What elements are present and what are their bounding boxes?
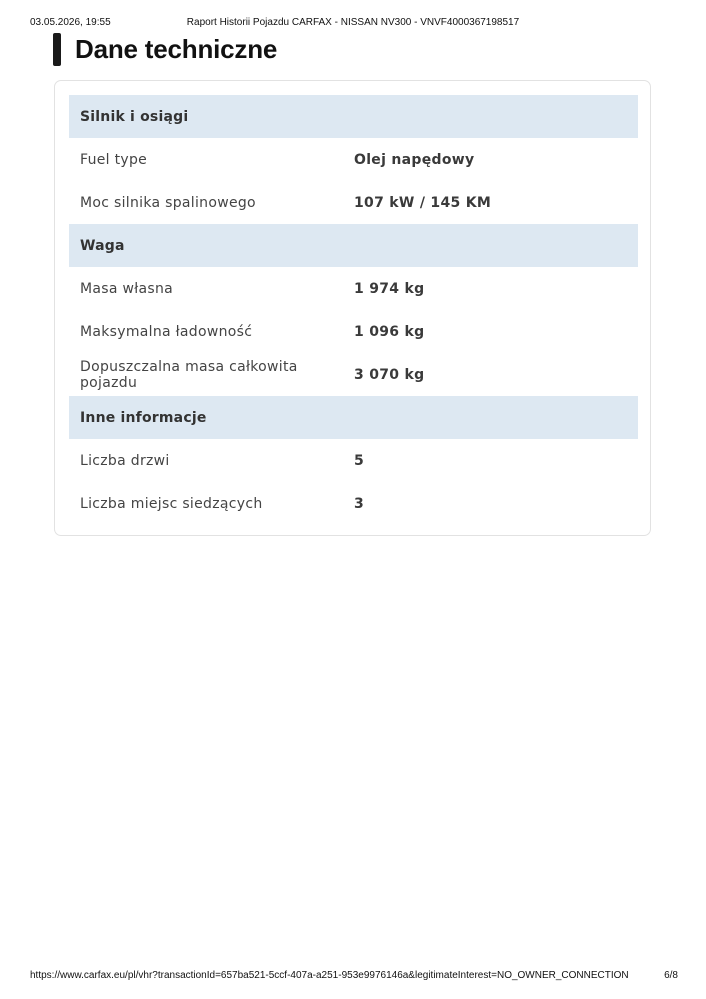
print-header	[0, 17, 706, 31]
row-value: 1 974 kg	[354, 280, 425, 297]
row-label: Moc silnika spalinowego	[80, 194, 256, 211]
page-number: 6/8	[664, 970, 678, 981]
print-document-title: Raport Historii Pojazdu CARFAX - NISSAN NV300 - VNVF4000367198517	[186, 17, 520, 28]
row-value: Olej napędowy	[354, 151, 475, 168]
table-row	[69, 267, 638, 310]
heading-accent-bar	[53, 33, 61, 66]
technical-data-card	[54, 80, 651, 536]
table-row	[69, 181, 638, 224]
technical-data-table	[69, 95, 638, 525]
row-value: 107 kW / 145 KM	[354, 194, 492, 211]
table-row	[69, 482, 638, 525]
group-header-weight: Waga	[69, 224, 638, 267]
print-footer	[0, 970, 706, 984]
row-value: 5	[354, 452, 365, 469]
row-label: Dopuszczalna masa całkowita pojazdu	[80, 358, 298, 391]
group-header-other-info: Inne informacje	[69, 396, 638, 439]
row-label: Liczba drzwi	[80, 452, 170, 469]
section-heading	[53, 33, 277, 66]
table-row	[69, 138, 638, 181]
row-label: Fuel type	[80, 151, 148, 168]
table-row	[69, 310, 638, 353]
group-header-engine: Silnik i osiągi	[69, 95, 638, 138]
print-datetime: 03.05.2026, 19:55	[30, 17, 111, 28]
table-row	[69, 439, 638, 482]
row-label: Liczba miejsc siedzących	[80, 495, 263, 512]
section-title: Dane techniczne	[75, 34, 278, 64]
row-label: Maksymalna ładowność	[80, 323, 253, 340]
row-value: 3	[354, 495, 365, 512]
row-value: 3 070 kg	[354, 366, 425, 383]
row-value: 1 096 kg	[354, 323, 425, 340]
row-label: Masa własna	[80, 280, 174, 297]
table-row	[69, 353, 638, 396]
print-url: https://www.carfax.eu/pl/vhr?transactionId=657ba521-5ccf-407a-a251-953e9976146a&legitimateInterest=NO_OWNER_CONNECTION	[30, 970, 629, 981]
